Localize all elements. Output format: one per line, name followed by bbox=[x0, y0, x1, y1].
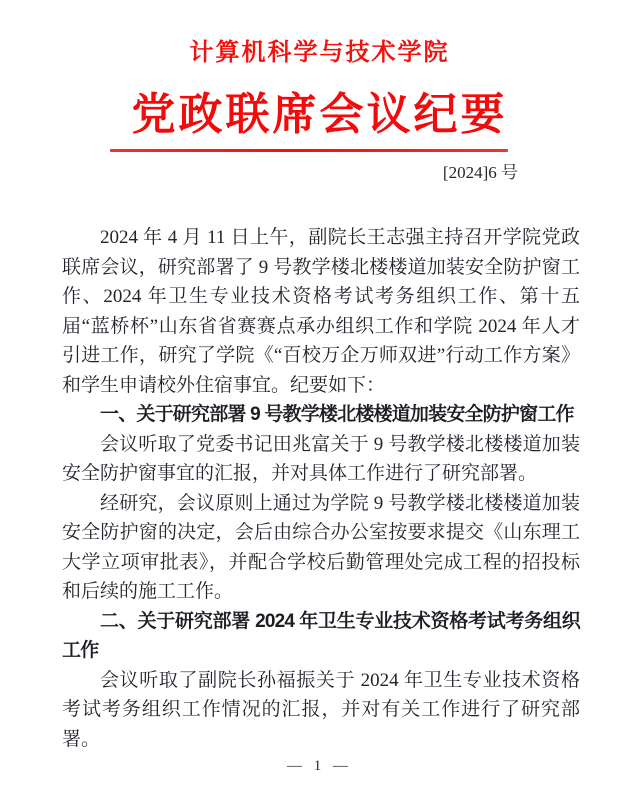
document-body bbox=[62, 223, 580, 754]
section-2-heading: 二、关于研究部署 2024 年卫生专业技术资格考试考务组织工作 bbox=[62, 610, 580, 661]
page-number: — 1 — bbox=[287, 758, 352, 774]
title-underline-rule bbox=[110, 149, 508, 152]
document-title: 党政联席会议纪要 bbox=[131, 90, 508, 139]
section-1-paragraph-1: 会议听取了党委书记田兆富关于 9 号教学楼北楼楼道加装安全防护窗事宜的汇报，并对具体工作进行了研究部署。 bbox=[62, 433, 580, 484]
section-2-paragraph-1: 会议听取了副院长孙福振关于 2024 年卫生专业技术资格考试考务组织工作情况的汇报，并对有关工作进行了研究部署。 bbox=[62, 669, 580, 750]
section-1-paragraph-2: 经研究，会议原则上通过为学院 9 号教学楼北楼楼道加装安全防护窗的决定，会后由综合办公室按要求提交《山东理工大学立项审批表》，并配合学校后勤管理处完成工程的招投标和后续的施工工作。 bbox=[62, 492, 580, 602]
document-number: [2024]6 号 bbox=[442, 163, 518, 182]
org-name: 计算机科学与技术学院 bbox=[189, 40, 450, 66]
intro-paragraph: 2024 年 4 月 11 日上午，副院长王志强主持召开学院党政联席会议，研究部署了 9 号教学楼北楼楼道加装安全防护窗工作、2024 年卫生专业技术资格考试考务组织工作、第十五届“蓝桥杯”山东省省赛赛点承办组织工作和学院 2024 年人才引进工作，研究了学院《“百校万企万师双进”行动工作方案》和学生申请校外住宿事宜。纪要如下： bbox=[62, 227, 580, 396]
section-1-heading: 一、关于研究部署 9 号教学楼北楼楼道加装安全防护窗工作 bbox=[100, 404, 574, 425]
